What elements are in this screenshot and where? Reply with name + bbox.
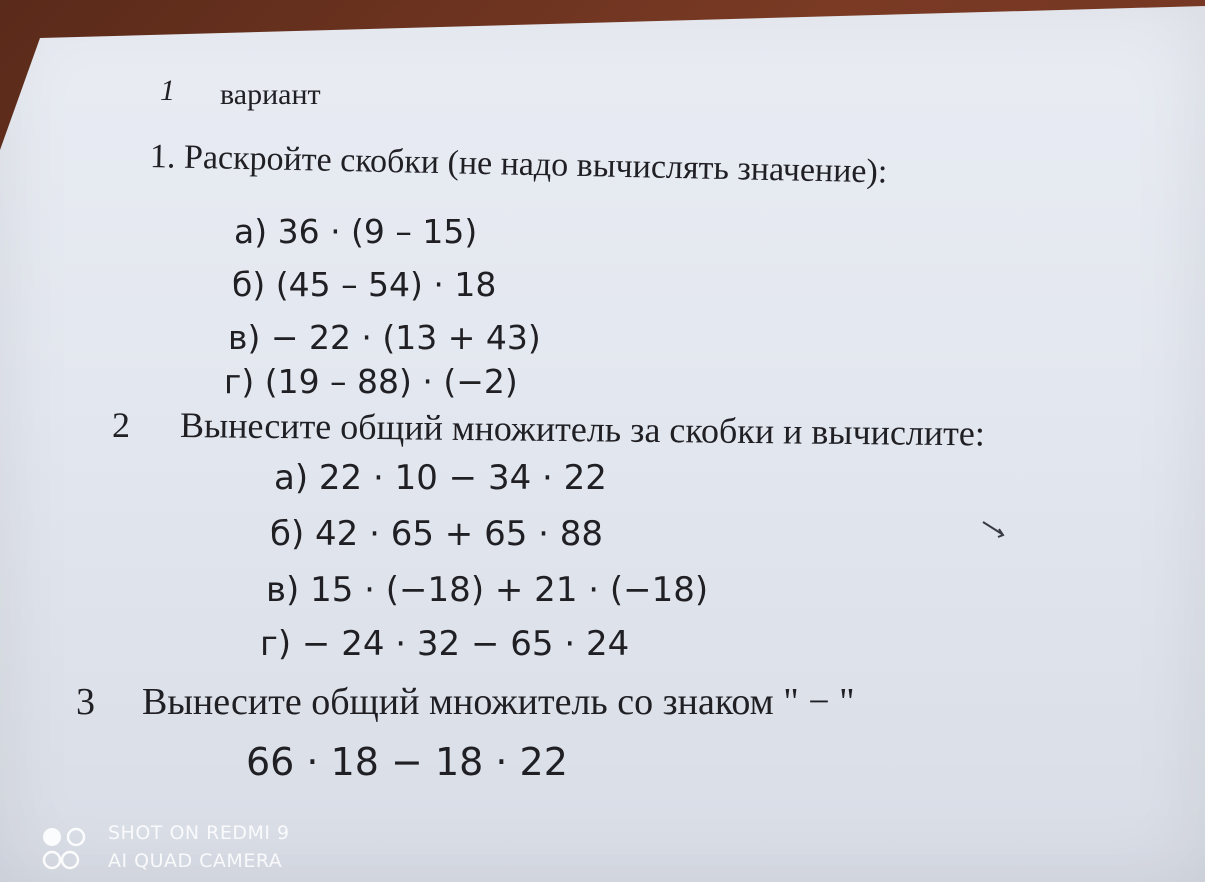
task1-item-a: а) 36 · (9 – 15) <box>234 212 478 251</box>
task1-item-d: г) (19 – 88) · (−2) <box>224 362 518 401</box>
watermark-line2: AI QUAD CAMERA <box>108 850 283 872</box>
task2-item-b: б) 42 · 65 + 65 · 88 <box>270 514 604 554</box>
task1-item-b: б) (45 – 54) · 18 <box>232 265 497 304</box>
task3-title: Вынесите общий множитель со знаком " − " <box>142 681 855 723</box>
camera-logo-icon <box>40 826 96 872</box>
task2-item-a: а) 22 · 10 − 34 · 22 <box>274 458 607 498</box>
task1-title: 1. Раскройте скобки (не надо вычислять значение): <box>149 138 888 191</box>
task3-number: 3 <box>76 681 95 723</box>
pen-mark-icon <box>982 520 1008 540</box>
task1-item-c: в) − 22 · (13 + 43) <box>228 318 541 357</box>
camera-watermark <box>40 822 340 878</box>
variant-number: 1 <box>160 74 175 107</box>
task2-item-d: г) − 24 · 32 − 65 · 24 <box>260 624 630 664</box>
task2-item-c: в) 15 · (−18) + 21 · (−18) <box>266 570 709 610</box>
variant-label: вариант <box>220 78 321 111</box>
task3-expression: 66 · 18 − 18 · 22 <box>246 740 568 784</box>
task2-title: Вынесите общий множитель за скобки и вычислите: <box>179 405 986 454</box>
task2-number: 2 <box>112 405 130 445</box>
watermark-line1: SHOT ON REDMI 9 <box>108 822 290 844</box>
